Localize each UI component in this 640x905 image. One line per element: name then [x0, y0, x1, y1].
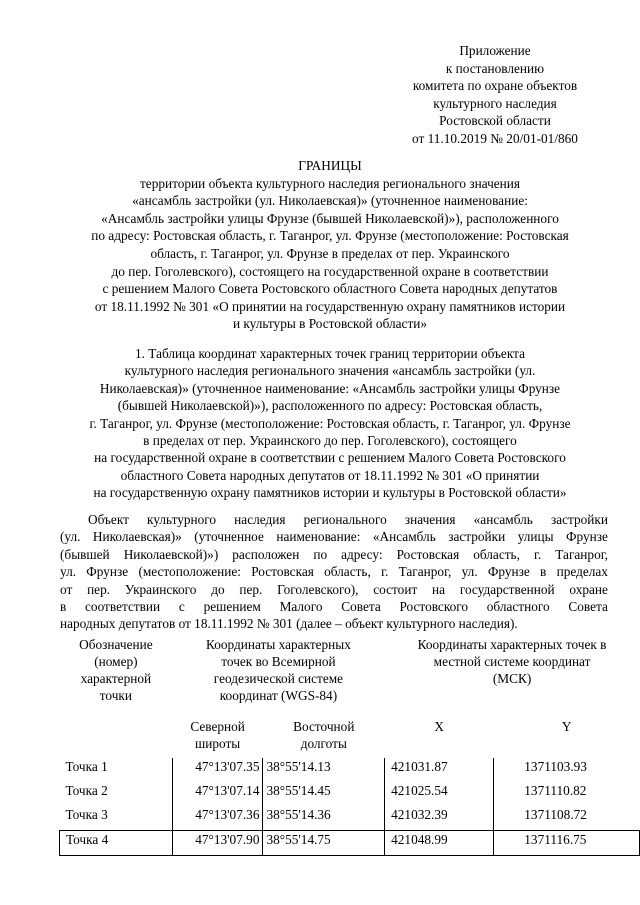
paragraph-word: с: [178, 599, 185, 615]
paragraph-word: Фрунзе: [86, 564, 129, 580]
point-name-cell: Точка 4: [60, 831, 173, 856]
title-line: с решением Малого Совета Ростовского областного Совета народных депутатов: [102, 281, 558, 297]
header-msk: Координаты характерных точек в местной системе координат (МСК): [417, 637, 607, 686]
appendix-line: культурного наследия: [433, 95, 557, 111]
paragraph-word: Малого: [279, 599, 323, 615]
paragraph-word: соответствии: [85, 599, 161, 615]
paragraph-word: Объект: [88, 512, 129, 527]
table-row: [60, 758, 640, 782]
document-title: [30, 157, 630, 333]
paragraph-line: народных депутатов от 18.11.1992 № 301 (далее – объект культурного наследия).: [60, 616, 518, 632]
table-row: [60, 831, 640, 856]
paragraph-word: по: [313, 546, 328, 562]
paragraph-word: Таганрог,: [555, 546, 608, 562]
section-line: 1. Таблица координат характерных точек границ территории объекта: [135, 346, 525, 361]
appendix-line: от 11.10.2019 № 20/01-01/860: [412, 130, 578, 146]
title-line: и культуры в Ростовской области»: [232, 316, 428, 332]
y-cell: 1371116.75: [494, 831, 640, 856]
paragraph-word: охране: [569, 581, 608, 597]
paragraph-word: «ансамбль: [473, 512, 533, 527]
paragraph-word: до: [211, 581, 225, 597]
appendix-line: к постановлению: [445, 60, 545, 76]
y-cell: 1371110.82: [494, 782, 640, 806]
paragraph-word: регионального: [303, 512, 387, 527]
y-cell: 1371103.93: [494, 758, 640, 782]
paragraph-word: г.: [381, 564, 389, 580]
header-east-longitude: Восточной долготы: [293, 719, 355, 751]
table-row: [60, 806, 640, 831]
header-wgs84: Координаты характерных точек во Всемирной геодезической системе координат (WGS-84): [206, 637, 351, 703]
point-name-cell: Точка 3: [65, 807, 108, 822]
header-x: X: [434, 719, 444, 734]
section-line: (бывшей Николаевской)»), расположенного по адресу: Ростовская область,: [117, 398, 543, 414]
paragraph-word: Ростовского: [399, 599, 469, 615]
paragraph-word: государственной: [459, 581, 555, 597]
section-line: областного Совета народных депутатов от 18.11.1992 № 301 «О принятии: [120, 467, 540, 483]
header-north-latitude: Северной широты: [190, 719, 245, 751]
paragraph-word: расположен: [232, 546, 300, 562]
paragraph-word: Совета: [341, 599, 381, 615]
paragraph-word: значения: [404, 512, 456, 527]
paragraph-word: Николаевской)»): [123, 546, 219, 562]
title-heading: ГРАНИЦЫ: [298, 158, 362, 173]
title-line: от 18.11.1992 № 301 «О принятии на государственную охрану памятников истории: [94, 298, 566, 314]
paragraph-word: область,: [324, 564, 371, 580]
longitude-cell: 38°55'14.13: [263, 758, 385, 782]
latitude-cell: 47°13'07.35: [172, 758, 263, 782]
paragraph-word: ул.: [60, 564, 77, 580]
latitude-cell: 47°13'07.90: [172, 831, 263, 856]
appendix-line: комитета по охране объектов: [412, 78, 578, 94]
paragraph-word: адресу:: [341, 546, 383, 562]
latitude-cell: 47°13'07.14: [172, 782, 263, 806]
paragraph-word: на: [432, 581, 446, 597]
paragraph-word: в: [540, 564, 547, 580]
appendix-line: Ростовской области: [439, 113, 551, 129]
latitude-cell: 47°13'07.36: [172, 806, 263, 831]
paragraph-word: от: [60, 581, 73, 597]
paragraph-word: наименование:: [276, 529, 361, 545]
paragraph-word: Фрунзе: [566, 529, 608, 545]
section-line: Николаевская)» (уточненное наименование: «Ансамбль застройки улицы Фрунзе: [99, 380, 561, 396]
paragraph-word: область,: [473, 546, 520, 562]
paragraph-line: [60, 563, 608, 580]
paragraph-word: Совета: [568, 599, 608, 615]
paragraph-word: Николаевская)»: [92, 529, 182, 545]
header-y: Y: [561, 719, 572, 734]
section-line: в пределах от пер. Украинского до пер. Гоголевского), состоящего: [143, 433, 517, 449]
table-header-row: [60, 636, 640, 718]
paragraph-word: пер.: [87, 581, 111, 597]
x-cell: 421031.87: [385, 758, 494, 782]
x-cell: 421025.54: [385, 782, 494, 806]
x-cell: 421032.39: [385, 806, 494, 831]
point-name-cell: Точка 2: [65, 783, 108, 798]
paragraph-word: наследия: [234, 512, 286, 527]
paragraph-word: пределах: [556, 564, 608, 580]
title-line: до пер. Гоголевского), состоящего на государственной охране в соответствии: [111, 263, 549, 279]
paragraph-word: улицы: [517, 529, 554, 545]
paragraph-word: (бывшей: [60, 546, 110, 562]
paragraph-word: в: [60, 599, 67, 615]
appendix-line: Приложение: [459, 43, 531, 58]
paragraph-word: ул.: [461, 564, 478, 580]
title-line: «Ансамбль застройки улицы Фрунзе (бывшей Николаевской)»), расположенного: [101, 210, 559, 226]
point-name-cell: Точка 1: [65, 759, 108, 774]
section-line: на государственную охрану памятников истории и культуры в Ростовской области»: [93, 485, 567, 501]
longitude-cell: 38°55'14.75: [263, 831, 385, 856]
longitude-cell: 38°55'14.36: [263, 806, 385, 831]
paragraph-word: состоит: [373, 581, 418, 597]
paragraph-word: «Ансамбль: [372, 529, 436, 545]
title-line: территории объекта культурного наследия регионального значения: [139, 175, 521, 191]
paragraph-word: застройки: [550, 512, 608, 527]
paragraph-line: [88, 511, 608, 528]
paragraph-word: (местоположение:: [138, 564, 241, 580]
paragraph-word: Фрунзе: [487, 564, 530, 580]
paragraph-line: [60, 598, 608, 615]
appendix-block: [380, 42, 610, 148]
title-line: область, г. Таганрог, ул. Фрунзе в пределах от пер. Украинского: [150, 245, 510, 261]
table-row: [60, 782, 640, 806]
paragraph-word: г.: [533, 546, 542, 562]
paragraph-line: [60, 581, 608, 598]
paragraph-word: Ростовская: [396, 546, 460, 562]
y-cell: 1371108.72: [494, 806, 640, 831]
coordinates-table: [59, 636, 640, 856]
paragraph-word: культурного: [147, 512, 217, 527]
title-line: по адресу: Ростовская область, г. Таганрог, ул. Фрунзе (местоположение: Ростовская: [91, 228, 569, 244]
paragraph-line: [60, 546, 608, 563]
section-line: культурного наследия регионального значения «ансамбль застройки (ул.: [124, 363, 536, 379]
paragraph-word: Украинского: [124, 581, 197, 597]
paragraph-word: пер.: [239, 581, 263, 597]
paragraph-word: Ростовская: [251, 564, 314, 580]
paragraph-line: [60, 528, 608, 545]
longitude-cell: 38°55'14.45: [263, 782, 385, 806]
header-point-id: Обозначение (номер) характерной точки: [79, 637, 153, 703]
paragraph-word: (уточненное: [194, 529, 264, 545]
paragraph-word: (ул.: [60, 529, 81, 545]
paragraph-word: областного: [486, 599, 550, 615]
paragraph-word: Таганрог,: [398, 564, 452, 580]
paragraph-word: решением: [203, 599, 261, 615]
paragraph-word: Гоголевского),: [277, 581, 359, 597]
x-cell: 421048.99: [385, 831, 494, 856]
section-1-heading: [40, 345, 620, 502]
object-description-paragraph: [60, 511, 608, 633]
title-line: «ансамбль застройки (ул. Николаевская)» (уточненное наименование:: [132, 193, 528, 209]
section-line: на государственной охране в соответствии с решением Малого Совета Ростовского: [94, 450, 566, 466]
section-line: г. Таганрог, ул. Фрунзе (местоположение: Ростовская область, г. Таганрог, ул. Фрунзе: [89, 415, 571, 431]
paragraph-word: застройки: [448, 529, 506, 545]
